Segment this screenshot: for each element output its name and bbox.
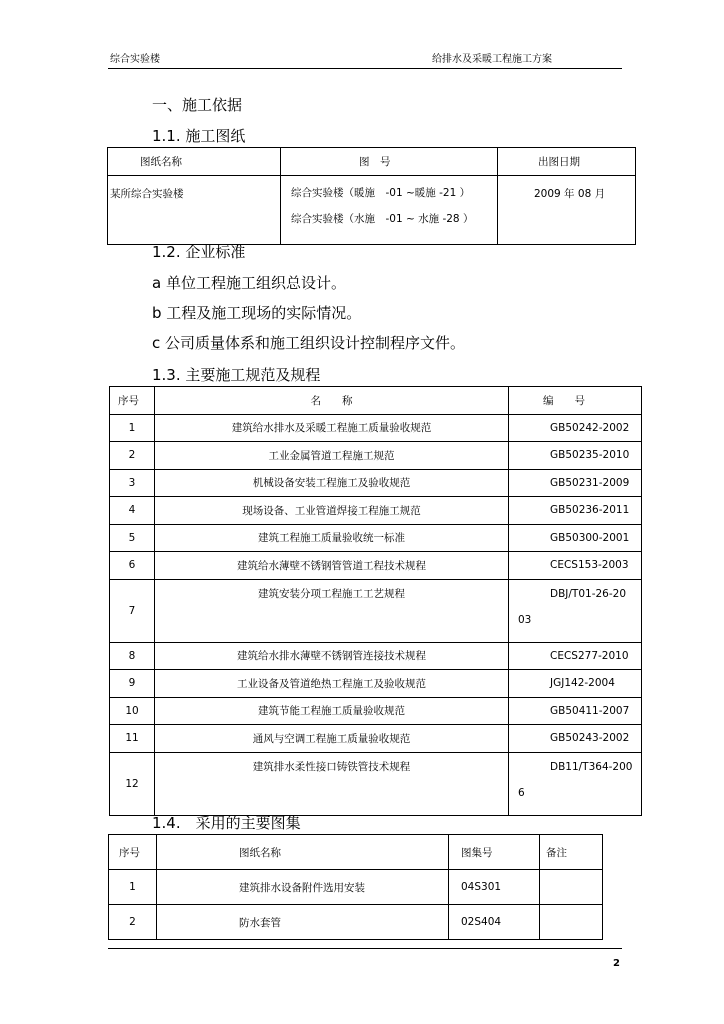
row-name: 建筑排水柔性接口铸铁管技术规程 [155, 752, 509, 815]
standard-item-a: a 单位工程施工组织总设计。 [152, 274, 346, 292]
row-name: 通风与空调工程施工质量验收规范 [155, 725, 509, 753]
row-name: 工业设备及管道绝热工程施工及验收规范 [155, 670, 509, 698]
atlas-header-remark: 备注 [540, 835, 603, 870]
standard-item-c: c 公司质量体系和施工组织设计控制程序文件。 [152, 334, 466, 352]
row-no: 2 [110, 442, 155, 470]
row-code: GB50411-2007 [509, 697, 642, 725]
atlas-table [108, 834, 603, 940]
row-name: 现场设备、工业管道焊接工程施工规范 [155, 497, 509, 525]
row-no: 5 [110, 524, 155, 552]
row-name: 建筑给水薄壁不锈钢管管道工程技术规程 [155, 552, 509, 580]
row-no: 11 [110, 725, 155, 753]
drawings-table [107, 147, 636, 245]
row-code-line1: DBJ/T01-26-20 [550, 587, 626, 600]
row-no: 3 [110, 469, 155, 497]
header-right: 给排水及采暖工程施工方案 [432, 54, 552, 65]
table-row [110, 552, 642, 580]
drawings-header-date: 出图日期 [498, 148, 636, 176]
atlas-header-no: 序号 [109, 835, 157, 870]
atlas-header-row [109, 835, 603, 870]
row-code-line1: DB11/T364-200 [550, 760, 633, 773]
row-name: 防水套管 [157, 905, 449, 940]
footer-rule [108, 948, 622, 949]
table-row [110, 524, 642, 552]
atlas-header-code: 图集号 [449, 835, 540, 870]
standard-item-b: b 工程及施工现场的实际情况。 [152, 304, 362, 322]
row-code: GB50236-2011 [509, 497, 642, 525]
row-no: 7 [110, 579, 155, 642]
drawings-row [108, 176, 636, 245]
header-left: 综合实验楼 [110, 54, 160, 65]
row-no: 1 [109, 870, 157, 905]
row-code: CECS153-2003 [509, 552, 642, 580]
table-row [110, 442, 642, 470]
table-row [110, 579, 642, 642]
row-code [509, 579, 642, 642]
section-1-1-title: 1.1. 施工图纸 [152, 127, 246, 145]
section-1-4-title: 1.4. 采用的主要图集 [152, 814, 301, 832]
drawings-header-name: 图纸名称 [108, 148, 281, 176]
section-1-2-title: 1.2. 企业标准 [152, 243, 246, 261]
codes-header-name: 名 称 [155, 387, 509, 415]
section-1-3-title: 1.3. 主要施工规范及规程 [152, 366, 321, 384]
row-no: 2 [109, 905, 157, 940]
row-code: GB50242-2002 [509, 414, 642, 442]
row-code: 02S404 [449, 905, 540, 940]
row-remark [540, 870, 603, 905]
table-row [110, 414, 642, 442]
page-number: 2 [613, 958, 620, 969]
drawing-number-2: 综合实验楼（水施 -01 ~ 水施 -28 ） [291, 213, 474, 225]
table-row [110, 670, 642, 698]
atlas-header-name: 图纸名称 [157, 835, 449, 870]
codes-header-code: 编 号 [509, 387, 642, 415]
section-1-title: 一、施工依据 [152, 96, 243, 114]
table-row [110, 497, 642, 525]
row-name: 建筑节能工程施工质量验收规范 [155, 697, 509, 725]
row-code: JGJ142-2004 [509, 670, 642, 698]
row-name: 建筑安装分项工程施工工艺规程 [155, 579, 509, 642]
table-row [110, 469, 642, 497]
row-no: 10 [110, 697, 155, 725]
table-row [110, 725, 642, 753]
table-row [109, 905, 603, 940]
row-code: CECS277-2010 [509, 642, 642, 670]
header-rule [108, 68, 622, 69]
row-name: 机械设备安装工程施工及验收规范 [155, 469, 509, 497]
row-remark [540, 905, 603, 940]
codes-header-row [110, 387, 642, 415]
table-row [110, 642, 642, 670]
row-name: 建筑工程施工质量验收统一标准 [155, 524, 509, 552]
codes-header-no: 序号 [110, 387, 155, 415]
row-code: GB50235-2010 [509, 442, 642, 470]
table-row [109, 870, 603, 905]
row-name: 建筑给水排水薄壁不锈钢管连接技术规程 [155, 642, 509, 670]
row-no: 9 [110, 670, 155, 698]
row-code: GB50300-2001 [509, 524, 642, 552]
row-code-line2: 03 [518, 613, 532, 626]
table-row [110, 752, 642, 815]
drawing-name: 某所综合实验楼 [108, 176, 281, 245]
row-code: 04S301 [449, 870, 540, 905]
row-name: 工业金属管道工程施工规范 [155, 442, 509, 470]
row-no: 8 [110, 642, 155, 670]
row-code: GB50231-2009 [509, 469, 642, 497]
drawings-header-row [108, 148, 636, 176]
drawing-number-1: 综合实验楼（暖施 -01 ~暖施 -21 ） [291, 187, 471, 199]
row-code [509, 752, 642, 815]
drawing-date: 2009 年 08 月 [498, 176, 636, 245]
row-no: 4 [110, 497, 155, 525]
row-no: 12 [110, 752, 155, 815]
table-row [110, 697, 642, 725]
row-name: 建筑给水排水及采暖工程施工质量验收规范 [155, 414, 509, 442]
row-name: 建筑排水设备附件选用安装 [157, 870, 449, 905]
codes-table [109, 386, 642, 816]
drawings-header-number: 图 号 [281, 148, 498, 176]
row-code: GB50243-2002 [509, 725, 642, 753]
row-no: 1 [110, 414, 155, 442]
row-code-line2: 6 [518, 786, 525, 799]
row-no: 6 [110, 552, 155, 580]
drawing-numbers [281, 176, 498, 245]
